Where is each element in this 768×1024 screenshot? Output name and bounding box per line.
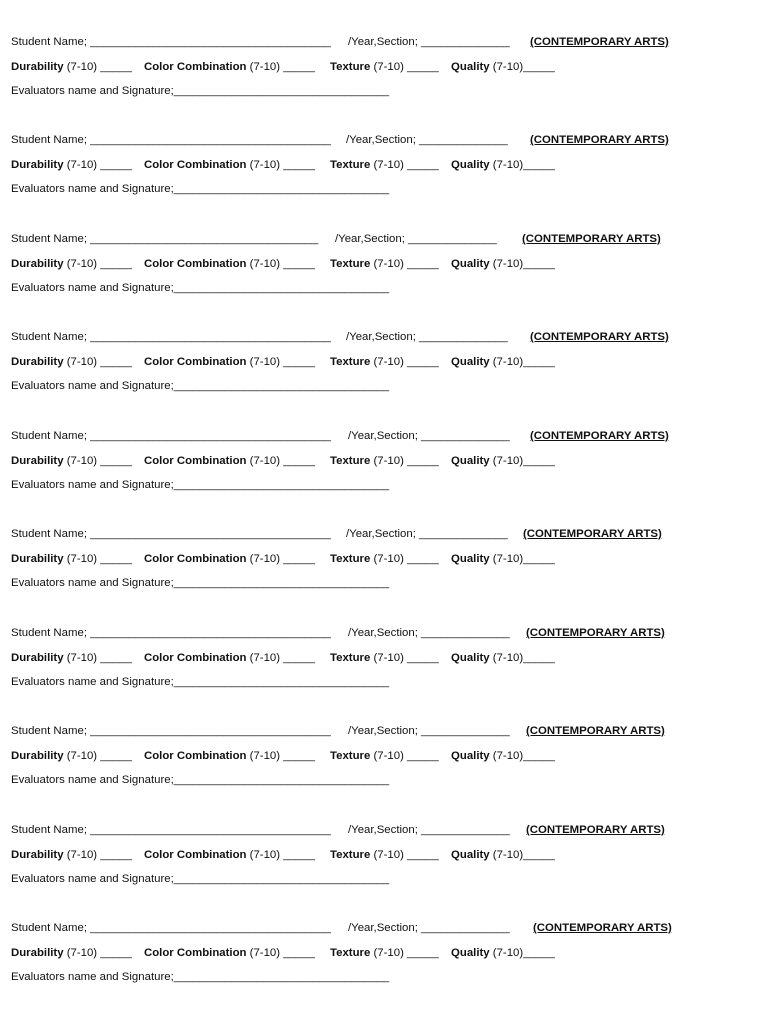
subject-label: (CONTEMPORARY ARTS): [530, 134, 669, 146]
criterion-durability[interactable]: [11, 749, 132, 763]
criterion-quality[interactable]: [451, 454, 555, 468]
criterion-quality[interactable]: [451, 946, 555, 960]
evaluator-signature-field[interactable]: Evaluators name and Signature;__________________________________: [11, 282, 390, 294]
criterion-color-combination[interactable]: [144, 158, 315, 172]
criterion-range: (7-10) _____: [370, 750, 439, 762]
evaluator-signature-field[interactable]: Evaluators name and Signature;__________________________________: [11, 183, 390, 195]
criterion-range: (7-10) _____: [63, 750, 132, 762]
criterion-range: (7-10) _____: [63, 159, 132, 171]
student-name-field[interactable]: Student Name; ______________________________________: [11, 922, 331, 934]
criterion-quality[interactable]: [451, 848, 555, 862]
criterion-name: Quality: [451, 455, 490, 467]
criterion-range: (7-10)_____: [489, 849, 555, 861]
evaluator-signature-field[interactable]: Evaluators name and Signature;__________________________________: [11, 380, 390, 392]
subject-label: (CONTEMPORARY ARTS): [522, 233, 661, 245]
criterion-range: (7-10)_____: [489, 652, 555, 664]
criterion-range: (7-10)_____: [489, 455, 555, 467]
criterion-name: Color Combination: [144, 553, 247, 565]
criterion-range: (7-10) _____: [246, 750, 315, 762]
criterion-name: Color Combination: [144, 750, 247, 762]
criterion-color-combination[interactable]: [144, 552, 315, 566]
criterion-name: Quality: [451, 553, 490, 565]
criterion-range: (7-10) _____: [370, 159, 439, 171]
criterion-range: (7-10)_____: [489, 356, 555, 368]
criterion-texture[interactable]: [330, 749, 439, 763]
criterion-range: (7-10) _____: [246, 553, 315, 565]
criterion-name: Quality: [451, 258, 490, 270]
criterion-texture[interactable]: [330, 257, 439, 271]
criterion-name: Durability: [11, 947, 64, 959]
criterion-name: Quality: [451, 947, 490, 959]
criterion-range: (7-10) _____: [370, 553, 439, 565]
subject-label: (CONTEMPORARY ARTS): [526, 824, 665, 836]
criterion-range: (7-10) _____: [246, 947, 315, 959]
evaluator-signature-field[interactable]: Evaluators name and Signature;__________________________________: [11, 577, 390, 589]
criterion-name: Quality: [451, 159, 490, 171]
criterion-range: (7-10) _____: [246, 61, 315, 73]
criterion-range: (7-10)_____: [489, 947, 555, 959]
criterion-name: Durability: [11, 750, 64, 762]
subject-label: (CONTEMPORARY ARTS): [526, 627, 665, 639]
criterion-name: Color Combination: [144, 652, 247, 664]
criterion-range: (7-10)_____: [489, 553, 555, 565]
evaluator-signature-field[interactable]: Evaluators name and Signature;__________________________________: [11, 774, 390, 786]
criterion-name: Texture: [330, 947, 371, 959]
criterion-texture[interactable]: [330, 946, 439, 960]
criterion-texture[interactable]: [330, 158, 439, 172]
criterion-color-combination[interactable]: [144, 749, 315, 763]
criterion-texture[interactable]: [330, 60, 439, 74]
criterion-color-combination[interactable]: [144, 257, 315, 271]
criterion-name: Durability: [11, 159, 64, 171]
student-name-field[interactable]: Student Name; ______________________________________: [11, 725, 331, 737]
criterion-durability[interactable]: [11, 651, 132, 665]
criterion-color-combination[interactable]: [144, 651, 315, 665]
subject-label: (CONTEMPORARY ARTS): [523, 528, 662, 540]
criterion-name: Durability: [11, 652, 64, 664]
criterion-durability[interactable]: [11, 454, 132, 468]
criterion-range: (7-10) _____: [63, 455, 132, 467]
criterion-name: Durability: [11, 258, 64, 270]
evaluator-signature-field[interactable]: Evaluators name and Signature;__________________________________: [11, 85, 390, 97]
student-name-field[interactable]: Student Name; ______________________________________: [11, 627, 331, 639]
year-section-field[interactable]: /Year,Section; ______________: [348, 725, 510, 737]
criterion-name: Texture: [330, 258, 371, 270]
criterion-name: Durability: [11, 455, 64, 467]
criterion-color-combination[interactable]: [144, 60, 315, 74]
year-section-field[interactable]: /Year,Section; ______________: [348, 824, 510, 836]
criterion-name: Texture: [330, 652, 371, 664]
criterion-quality[interactable]: [451, 552, 555, 566]
year-section-field[interactable]: /Year,Section; ______________: [346, 528, 508, 540]
criterion-name: Quality: [451, 750, 490, 762]
criterion-range: (7-10) _____: [246, 258, 315, 270]
criterion-color-combination[interactable]: [144, 848, 315, 862]
evaluator-signature-field[interactable]: Evaluators name and Signature;__________________________________: [11, 971, 390, 983]
year-section-field[interactable]: /Year,Section; ______________: [348, 922, 510, 934]
student-name-field[interactable]: Student Name; ______________________________________: [11, 36, 331, 48]
criterion-durability[interactable]: [11, 355, 132, 369]
criterion-name: Texture: [330, 849, 371, 861]
year-section-field[interactable]: /Year,Section; ______________: [348, 430, 510, 442]
student-name-field[interactable]: Student Name; ______________________________________: [11, 430, 331, 442]
criterion-range: (7-10) _____: [370, 455, 439, 467]
subject-label: (CONTEMPORARY ARTS): [530, 430, 669, 442]
criterion-quality[interactable]: [451, 60, 555, 74]
criterion-range: (7-10) _____: [246, 652, 315, 664]
evaluator-signature-field[interactable]: Evaluators name and Signature;__________________________________: [11, 873, 390, 885]
criterion-name: Texture: [330, 455, 371, 467]
student-name-field[interactable]: Student Name; ______________________________________: [11, 528, 331, 540]
student-name-field[interactable]: Student Name; ____________________________________: [11, 233, 319, 245]
year-section-field[interactable]: /Year,Section; ______________: [348, 627, 510, 639]
year-section-field[interactable]: /Year,Section; ______________: [346, 134, 508, 146]
student-name-field[interactable]: Student Name; ______________________________________: [11, 134, 331, 146]
criterion-range: (7-10) _____: [246, 849, 315, 861]
criterion-name: Quality: [451, 652, 490, 664]
criterion-name: Durability: [11, 356, 64, 368]
criterion-name: Durability: [11, 553, 64, 565]
criterion-range: (7-10) _____: [63, 258, 132, 270]
criterion-range: (7-10) _____: [63, 356, 132, 368]
subject-label: (CONTEMPORARY ARTS): [533, 922, 672, 934]
criterion-name: Texture: [330, 61, 371, 73]
criterion-color-combination[interactable]: [144, 355, 315, 369]
criterion-quality[interactable]: [451, 257, 555, 271]
criterion-name: Quality: [451, 356, 490, 368]
criterion-texture[interactable]: [330, 552, 439, 566]
criterion-range: (7-10)_____: [489, 61, 555, 73]
criterion-name: Color Combination: [144, 61, 247, 73]
criterion-quality[interactable]: [451, 749, 555, 763]
criterion-color-combination[interactable]: [144, 454, 315, 468]
criterion-durability[interactable]: [11, 848, 132, 862]
criterion-quality[interactable]: [451, 355, 555, 369]
criterion-name: Texture: [330, 356, 371, 368]
criterion-range: (7-10)_____: [489, 159, 555, 171]
criterion-durability[interactable]: [11, 552, 132, 566]
subject-label: (CONTEMPORARY ARTS): [530, 36, 669, 48]
criterion-color-combination[interactable]: [144, 946, 315, 960]
criterion-name: Color Combination: [144, 947, 247, 959]
criterion-name: Texture: [330, 750, 371, 762]
criterion-range: (7-10) _____: [246, 159, 315, 171]
criterion-name: Color Combination: [144, 258, 247, 270]
criterion-range: (7-10) _____: [370, 947, 439, 959]
criterion-texture[interactable]: [330, 454, 439, 468]
student-name-field[interactable]: Student Name; ______________________________________: [11, 824, 331, 836]
criterion-name: Color Combination: [144, 849, 247, 861]
criterion-quality[interactable]: [451, 651, 555, 665]
criterion-name: Quality: [451, 61, 490, 73]
criterion-range: (7-10) _____: [63, 61, 132, 73]
criterion-range: (7-10) _____: [370, 356, 439, 368]
criterion-durability[interactable]: [11, 60, 132, 74]
criterion-texture[interactable]: [330, 848, 439, 862]
year-section-field[interactable]: /Year,Section; ______________: [335, 233, 497, 245]
criterion-range: (7-10) _____: [63, 849, 132, 861]
criterion-durability[interactable]: [11, 257, 132, 271]
student-name-field[interactable]: Student Name; ______________________________________: [11, 331, 331, 343]
criterion-durability[interactable]: [11, 946, 132, 960]
subject-label: (CONTEMPORARY ARTS): [526, 725, 665, 737]
evaluator-signature-field[interactable]: Evaluators name and Signature;__________________________________: [11, 479, 390, 491]
criterion-quality[interactable]: [451, 158, 555, 172]
criterion-range: (7-10) _____: [246, 356, 315, 368]
criterion-name: Color Combination: [144, 159, 247, 171]
criterion-range: (7-10) _____: [370, 652, 439, 664]
criterion-name: Durability: [11, 61, 64, 73]
criterion-range: (7-10) _____: [63, 947, 132, 959]
evaluator-signature-field[interactable]: Evaluators name and Signature;__________________________________: [11, 676, 390, 688]
criterion-name: Color Combination: [144, 356, 247, 368]
criterion-range: (7-10)_____: [489, 750, 555, 762]
criterion-range: (7-10) _____: [370, 258, 439, 270]
criterion-name: Texture: [330, 159, 371, 171]
criterion-durability[interactable]: [11, 158, 132, 172]
criterion-texture[interactable]: [330, 651, 439, 665]
criterion-range: (7-10) _____: [63, 553, 132, 565]
criterion-name: Quality: [451, 849, 490, 861]
criterion-name: Durability: [11, 849, 64, 861]
year-section-field[interactable]: /Year,Section; ______________: [346, 331, 508, 343]
criterion-range: (7-10) _____: [63, 652, 132, 664]
criterion-texture[interactable]: [330, 355, 439, 369]
criterion-range: (7-10) _____: [246, 455, 315, 467]
subject-label: (CONTEMPORARY ARTS): [530, 331, 669, 343]
criterion-range: (7-10) _____: [370, 61, 439, 73]
criterion-range: (7-10)_____: [489, 258, 555, 270]
year-section-field[interactable]: /Year,Section; ______________: [348, 36, 510, 48]
criterion-name: Color Combination: [144, 455, 247, 467]
criterion-name: Texture: [330, 553, 371, 565]
criterion-range: (7-10) _____: [370, 849, 439, 861]
